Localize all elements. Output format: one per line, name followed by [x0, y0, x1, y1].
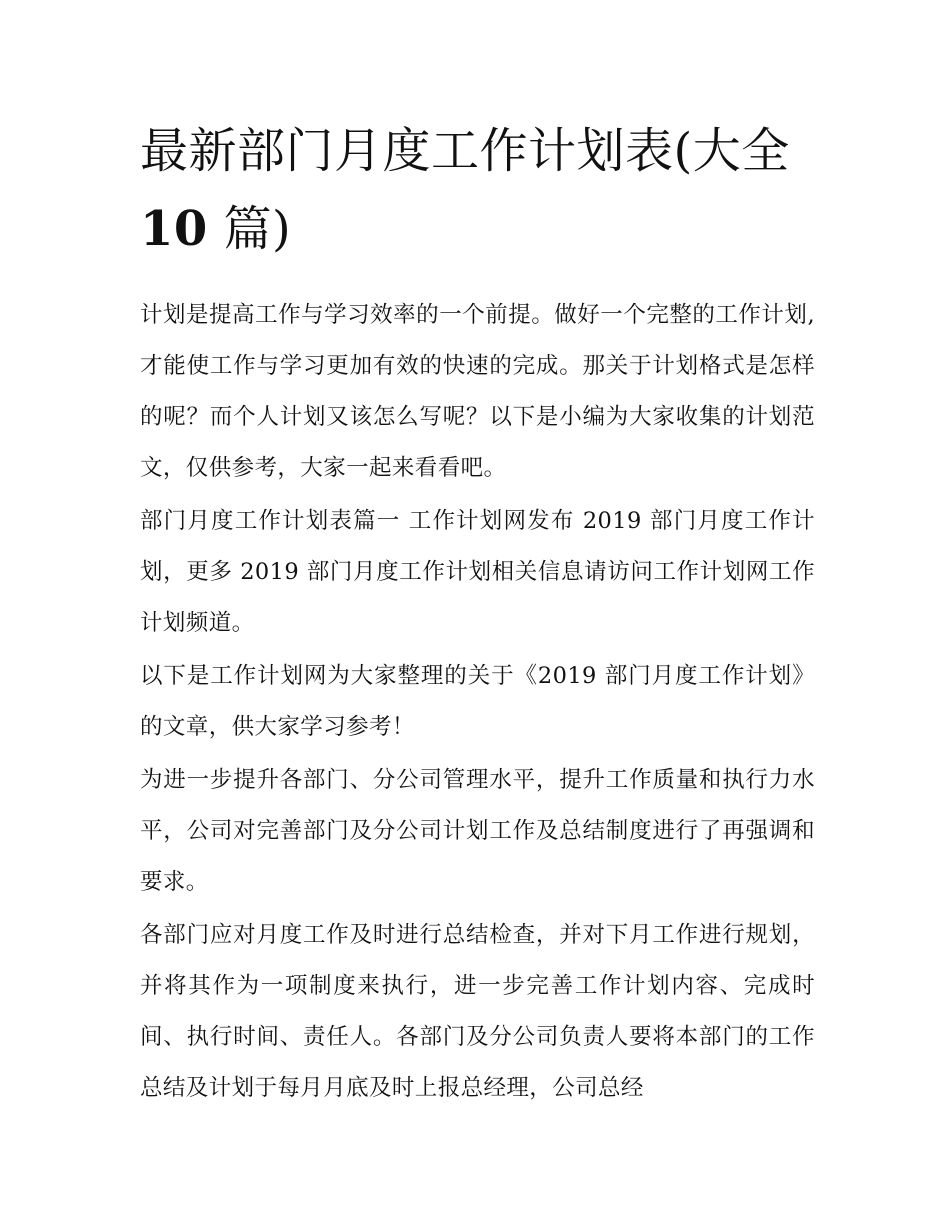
paragraph-requirements: 各部门应对月度工作及时进行总结检查，并对下月工作进行规划，并将其作为一项制度来执行，进一步完善工作计划内容、完成时间、执行时间、责任人。各部门及分公司负责人要将本部门的工作总结及计划于每月月底及时上报总经理，公司总经: [140, 922, 815, 1101]
title-number: 10: [140, 201, 208, 257]
title-line-2: 篇): [207, 201, 292, 257]
paragraph-intro: 计划是提高工作与学习效率的一个前提。做好一个完整的工作计划,才能使工作与学习更加有效的快速的完成。那关于计划格式是怎样的呢？而个人计划又该怎么写呢？以下是小编为大家收集的计划范文，仅供参考，大家一起来看看吧。: [140, 302, 815, 481]
paragraph-source: 部门月度工作计划表篇一 工作计划网发布 2019 部门月度工作计划，更多 2019 部门月度工作计划相关信息请访问工作计划网工作计划频道。: [140, 508, 815, 636]
document-body: [140, 112, 815, 1116]
document-title: [140, 112, 815, 268]
paragraph-purpose: 为进一步提升各部门、分公司管理水平，提升工作质量和执行力水平，公司对完善部门及分公司计划工作及总结制度进行了再强调和要求。: [140, 767, 815, 895]
paragraph-preface: 以下是工作计划网为大家整理的关于《2019 部门月度工作计划》的文章，供大家学习参考！: [140, 663, 815, 740]
title-line-1: 最新部门月度工作计划表(大全: [140, 123, 790, 179]
